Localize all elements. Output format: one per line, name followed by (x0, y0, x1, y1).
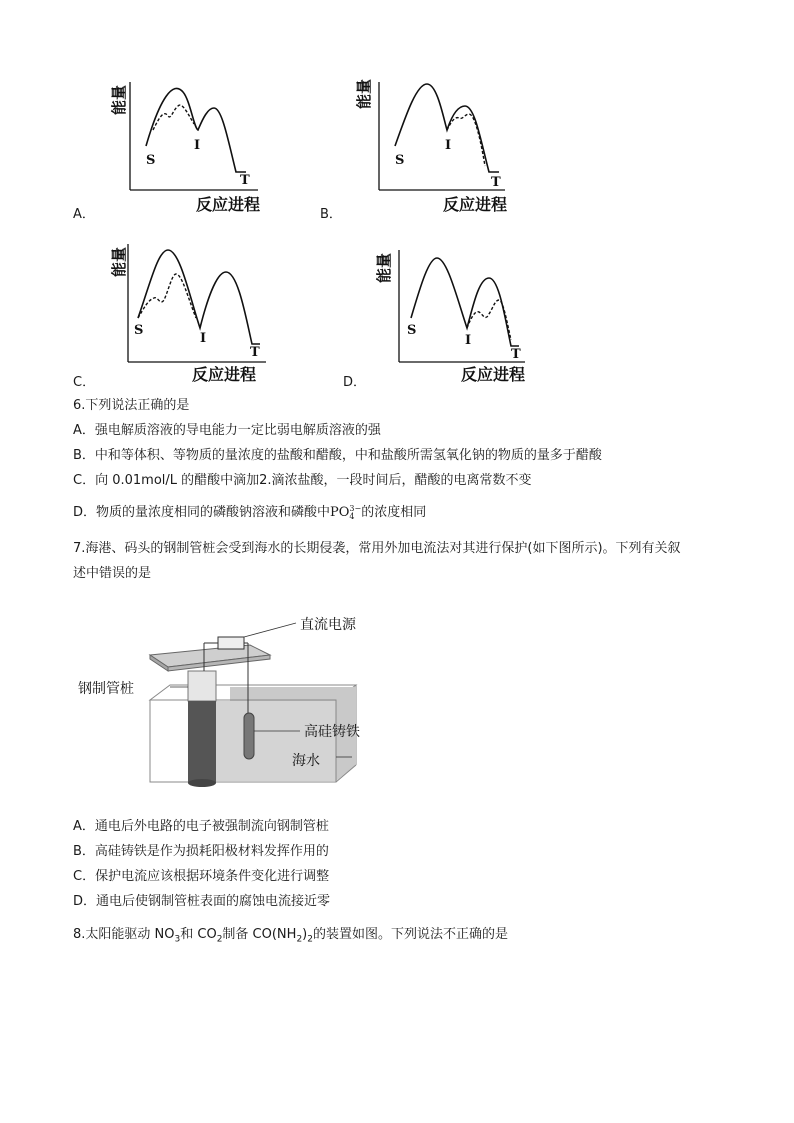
cathodic-protection-diagram (70, 605, 390, 810)
y-axis-label: 能量 (355, 78, 373, 110)
end-label: T (491, 175, 501, 190)
q6-stem: 6.下列说法正确的是 (73, 398, 190, 413)
q8-stem (73, 926, 508, 949)
q8-sub-1: 3 (174, 934, 181, 945)
q8-text-1: 8.太阳能驱动 NO (73, 927, 175, 942)
seawater (210, 701, 336, 781)
steel-pile-upper (188, 671, 216, 701)
phosphate-ion (330, 505, 361, 520)
phosphate-subscript: 4 (349, 511, 355, 521)
steel-pile-label: 钢制管桩 (78, 681, 134, 697)
anode-rod (244, 713, 254, 759)
seawater-label: 海水 (292, 753, 320, 769)
steel-pile-base (188, 779, 216, 787)
solid-curve (138, 250, 260, 344)
energy-chart-c (108, 238, 278, 388)
start-label: S (395, 153, 405, 168)
phosphate-charge: 3− (349, 503, 362, 513)
energy-chart-b (355, 72, 525, 217)
q8-text-4: ) (302, 927, 308, 942)
q6-option-b: B．中和等体积、等物质的量浓度的盐酸和醋酸，中和盐酸所需氢氧化钠的物质的量多于醋酸 (73, 448, 602, 463)
q6-option-d (73, 504, 426, 522)
q7-option-d: D．通电后使钢制管桩表面的腐蚀电流接近零 (73, 894, 331, 909)
x-axis-label: 反应进程 (461, 365, 526, 384)
q8-sub-3: 2 (296, 934, 303, 945)
q7-stem-line2: 述中错误的是 (73, 566, 152, 581)
intermediate-label: I (200, 331, 207, 346)
y-axis-label: 能量 (110, 84, 128, 116)
end-label: T (240, 173, 250, 188)
option-a-letter: A． (73, 207, 95, 222)
q8-sub-4: 2 (307, 934, 313, 945)
intermediate-label: I (445, 138, 452, 153)
start-label: S (134, 323, 144, 338)
dc-power-label: 直流电源 (300, 617, 356, 633)
anode-label: 高硅铸铁 (304, 724, 360, 740)
q7-option-a: A．通电后外电路的电子被强制流向钢制管桩 (73, 819, 329, 834)
end-label: T (250, 345, 260, 360)
x-axis-label: 反应进程 (443, 195, 508, 214)
solid-curve (146, 88, 246, 172)
dc-power-box (218, 637, 244, 649)
end-label: T (511, 347, 521, 362)
q7-option-c: C．保护电流应该根据环境条件变化进行调整 (73, 869, 330, 884)
q8-text-3: 制备 CO(NH (222, 927, 297, 942)
x-axis-label: 反应进程 (192, 365, 257, 384)
steel-pile (188, 701, 216, 783)
option-c-letter: C． (73, 375, 96, 390)
dashed-curve (447, 114, 485, 166)
q8-sub-2: 2 (216, 934, 223, 945)
q6-option-d-text: D．物质的量浓度相同的磷酸钠溶液和磷酸中 (73, 505, 331, 520)
q7-option-b: B．高硅铸铁是作为损耗阳极材料发挥作用的 (73, 844, 329, 859)
start-label: S (146, 153, 156, 168)
q7-stem-line1: 7.海港、码头的钢制管桩会受到海水的长期侵袭，常用外加电流法对其进行保护(如下图所示)。下列有关叙 (73, 541, 681, 556)
q8-text-5: 的装置如图。下列说法不正确的是 (312, 927, 508, 942)
q6-option-d-tail: 的浓度相同 (361, 505, 427, 520)
phosphate-symbol: PO (330, 505, 350, 520)
option-b-letter: B． (320, 207, 342, 222)
leader-power (244, 623, 296, 637)
energy-chart-a (108, 72, 278, 217)
q6-option-a: A．强电解质溶液的导电能力一定比弱电解质溶液的强 (73, 423, 381, 438)
dashed-curve (138, 274, 196, 318)
option-d-letter: D． (343, 375, 367, 390)
q6-option-c: C．向 0.01mol/L 的醋酸中滴加2.滴浓盐酸，一段时间后，醋酸的电离常数不变 (73, 473, 532, 488)
y-axis-label: 能量 (375, 252, 393, 284)
q8-text-2: 和 CO (180, 927, 217, 942)
start-label: S (407, 323, 417, 338)
intermediate-label: I (194, 138, 201, 153)
x-axis-label: 反应进程 (196, 195, 261, 214)
y-axis-label: 能量 (110, 246, 128, 278)
intermediate-label: I (465, 333, 472, 348)
energy-chart-d (375, 238, 545, 388)
